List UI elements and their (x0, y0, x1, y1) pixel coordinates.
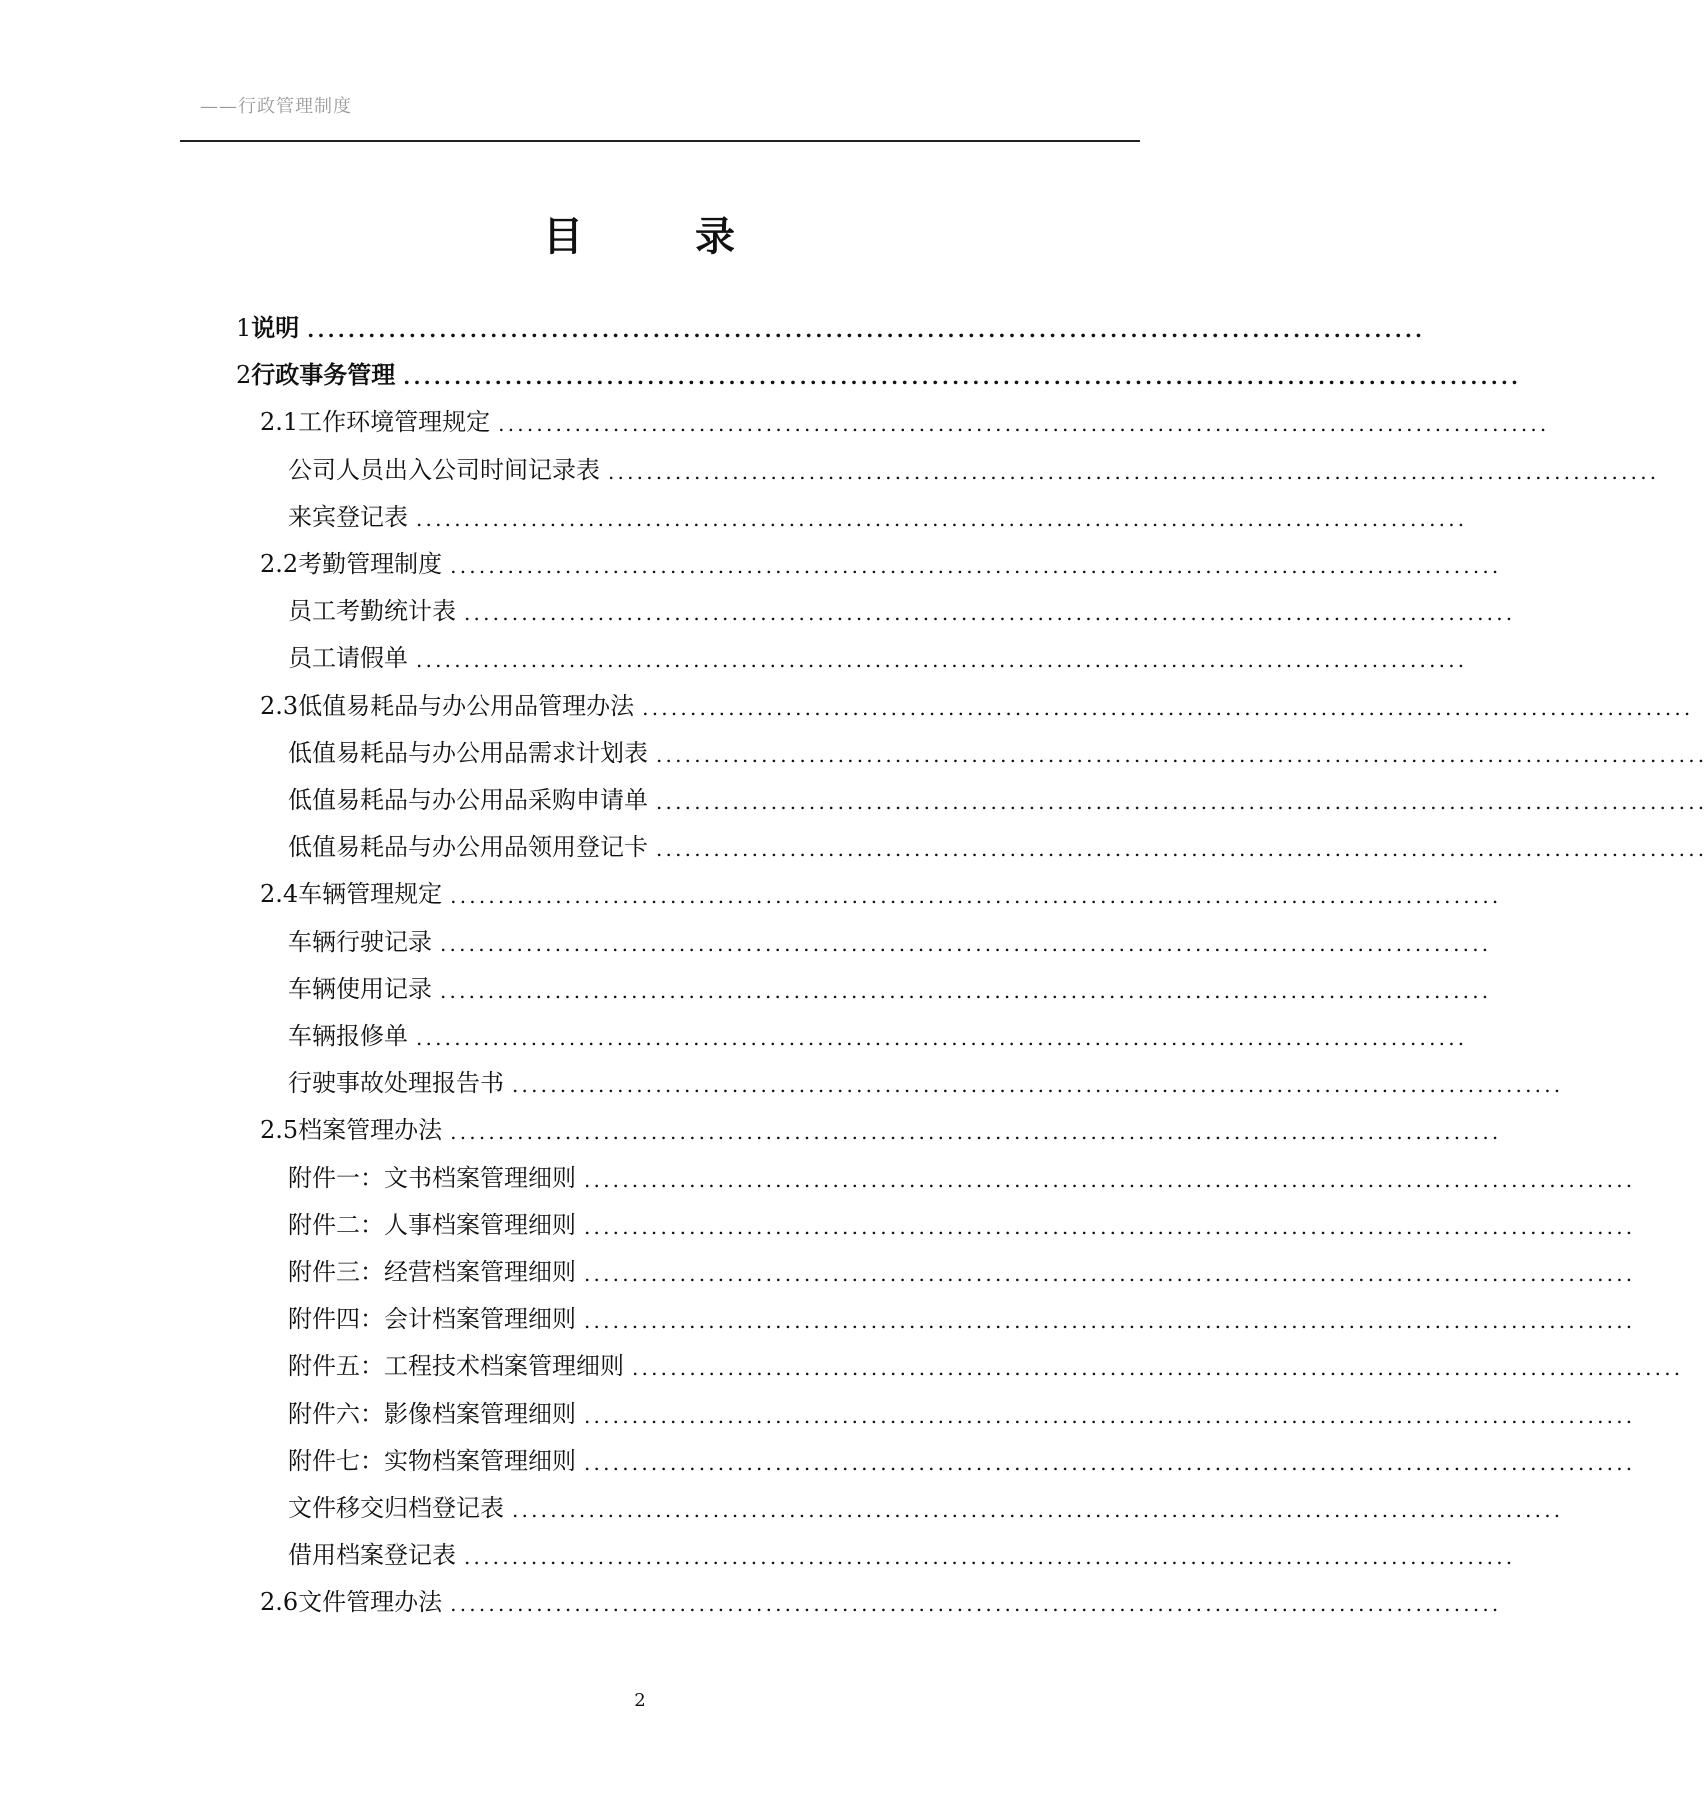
header-divider (180, 140, 1140, 142)
toc-entry-title: 附件五：工程技术档案管理细则 (288, 1352, 624, 1380)
toc-entry-title: 工作环境管理规定 (298, 408, 491, 436)
toc-entry[interactable] (260, 689, 1694, 723)
toc-entry-title: 车辆使用记录 (288, 975, 432, 1003)
toc-entry-number: 2.3 (260, 692, 299, 720)
toc-entry[interactable] (288, 1397, 1636, 1431)
toc-dot-leader: .............................................................................................................. (656, 790, 1707, 814)
toc-entry[interactable] (288, 1538, 1516, 1572)
toc-dot-leader: .............................................................................................................. (584, 1451, 1636, 1475)
toc-entry[interactable] (288, 736, 1707, 770)
toc-entry-title: 考勤管理制度 (298, 550, 443, 578)
toc-entry[interactable] (236, 311, 1426, 345)
toc-dot-leader: .............................................................................................................. (632, 1356, 1684, 1380)
toc-dot-leader: .............................................................................................................. (464, 1545, 1516, 1569)
toc-entry-title: 附件一：文书档案管理细则 (288, 1164, 576, 1192)
toc-dot-leader: .............................................................................................................. (656, 837, 1707, 861)
toc-entry-number: 1 (236, 314, 252, 342)
toc-entry[interactable] (288, 1255, 1636, 1289)
toc-entry[interactable] (288, 830, 1707, 864)
toc-entry[interactable] (288, 1161, 1636, 1195)
toc-dot-leader: .............................................................................................................. (584, 1168, 1636, 1192)
toc-dot-leader: .............................................................................................................. (416, 648, 1468, 672)
toc-dot-leader: .............................................................................................................. (584, 1262, 1636, 1286)
toc-entry[interactable] (260, 547, 1502, 581)
toc-entry-title: 车辆管理规定 (298, 880, 443, 908)
toc-dot-leader: .............................................................................................................. (450, 1592, 1502, 1616)
toc-entry-title: 附件三：经营档案管理细则 (288, 1258, 576, 1286)
toc-entry[interactable] (288, 1349, 1684, 1383)
toc-dot-leader: .............................................................................................................. (584, 1404, 1636, 1428)
toc-entry-title: 档案管理办法 (298, 1116, 443, 1144)
toc-entry[interactable] (236, 358, 1522, 392)
toc-dot-leader: .............................................................................................................. (656, 743, 1707, 767)
toc-entry[interactable] (288, 594, 1516, 628)
toc-entry[interactable] (288, 925, 1492, 959)
toc-entry-title: 低值易耗品与办公用品采购申请单 (288, 786, 648, 814)
toc-entry-title: 低值易耗品与办公用品领用登记卡 (288, 833, 648, 861)
page-title-char-1: 目 (543, 213, 585, 260)
page-title-char-2: 录 (695, 213, 737, 260)
running-header: ——行政管理制度 (200, 96, 352, 117)
toc-dot-leader: .............................................................................................................. (450, 1120, 1502, 1144)
toc-dot-leader: .............................................................................................................. (584, 1215, 1636, 1239)
toc-dot-leader: .............................................................................................................. (440, 979, 1492, 1003)
toc-entry[interactable] (288, 1491, 1564, 1525)
toc-entry-title: 借用档案登记表 (288, 1541, 456, 1569)
toc-dot-leader: .............................................................................................................. (307, 318, 1426, 342)
toc-dot-leader: .............................................................................................................. (512, 1073, 1564, 1097)
toc-dot-leader: .............................................................................................................. (416, 1026, 1468, 1050)
toc-entry[interactable] (288, 453, 1660, 487)
toc-entry-title: 文件移交归档登记表 (288, 1494, 504, 1522)
toc-entry-title: 行驶事故处理报告书 (288, 1069, 504, 1097)
toc-entry-title: 文件管理办法 (298, 1588, 443, 1616)
toc-entry-title: 低值易耗品与办公用品需求计划表 (288, 739, 648, 767)
toc-entry[interactable] (260, 877, 1502, 911)
toc-dot-leader: .............................................................................................................. (642, 696, 1694, 720)
toc-entry-title: 员工请假单 (288, 644, 408, 672)
toc-entry-title: 车辆行驶记录 (288, 928, 432, 956)
toc-entry[interactable] (288, 1302, 1636, 1336)
toc-entry-number: 2.1 (260, 408, 299, 436)
toc-dot-leader: .............................................................................................................. (512, 1498, 1564, 1522)
toc-entry[interactable] (260, 1585, 1502, 1619)
toc-entry[interactable] (288, 1066, 1564, 1100)
toc-entry-number: 2.6 (260, 1588, 299, 1616)
toc-dot-leader: .............................................................................................................. (464, 601, 1516, 625)
toc-dot-leader: .............................................................................................................. (416, 507, 1468, 531)
toc-dot-leader: .............................................................................................................. (608, 460, 1660, 484)
toc-dot-leader: .............................................................................................................. (403, 365, 1522, 389)
toc-entry[interactable] (288, 1444, 1636, 1478)
toc-entry-title: 车辆报修单 (288, 1022, 408, 1050)
toc-entry[interactable] (288, 641, 1468, 675)
toc-entry-title: 行政事务管理 (251, 360, 396, 389)
toc-entry[interactable] (288, 972, 1492, 1006)
page-title (0, 205, 1280, 262)
toc-entry-title: 附件四：会计档案管理细则 (288, 1305, 576, 1333)
toc-entry[interactable] (260, 405, 1550, 439)
toc-entry-title: 附件二：人事档案管理细则 (288, 1211, 576, 1239)
toc-dot-leader: .............................................................................................................. (440, 932, 1492, 956)
toc-entry[interactable] (260, 1113, 1502, 1147)
toc-entry[interactable] (288, 500, 1468, 534)
toc-entry-title: 公司人员出入公司时间记录表 (288, 456, 600, 484)
toc-entry-number: 2 (236, 361, 252, 389)
toc-dot-leader: .............................................................................................................. (584, 1309, 1636, 1333)
toc-entry-title: 低值易耗品与办公用品管理办法 (298, 692, 635, 720)
toc-entry[interactable] (288, 1019, 1468, 1053)
toc-entry-number: 2.5 (260, 1116, 299, 1144)
toc-entry-title: 附件六：影像档案管理细则 (288, 1400, 576, 1428)
toc-dot-leader: .............................................................................................................. (498, 412, 1550, 436)
toc-entry-title: 来宾登记表 (288, 503, 408, 531)
toc-dot-leader: .............................................................................................................. (450, 554, 1502, 578)
toc-entry[interactable] (288, 1208, 1636, 1242)
toc-entry-title: 附件七：实物档案管理细则 (288, 1447, 576, 1475)
toc-entry[interactable] (288, 783, 1707, 817)
toc-dot-leader: .............................................................................................................. (450, 884, 1502, 908)
page-number: 2 (634, 1690, 646, 1711)
toc-entry-title: 说明 (251, 313, 300, 342)
toc-entry-title: 员工考勤统计表 (288, 597, 456, 625)
toc-entry-number: 2.4 (260, 880, 299, 908)
toc-entry-number: 2.2 (260, 550, 299, 578)
